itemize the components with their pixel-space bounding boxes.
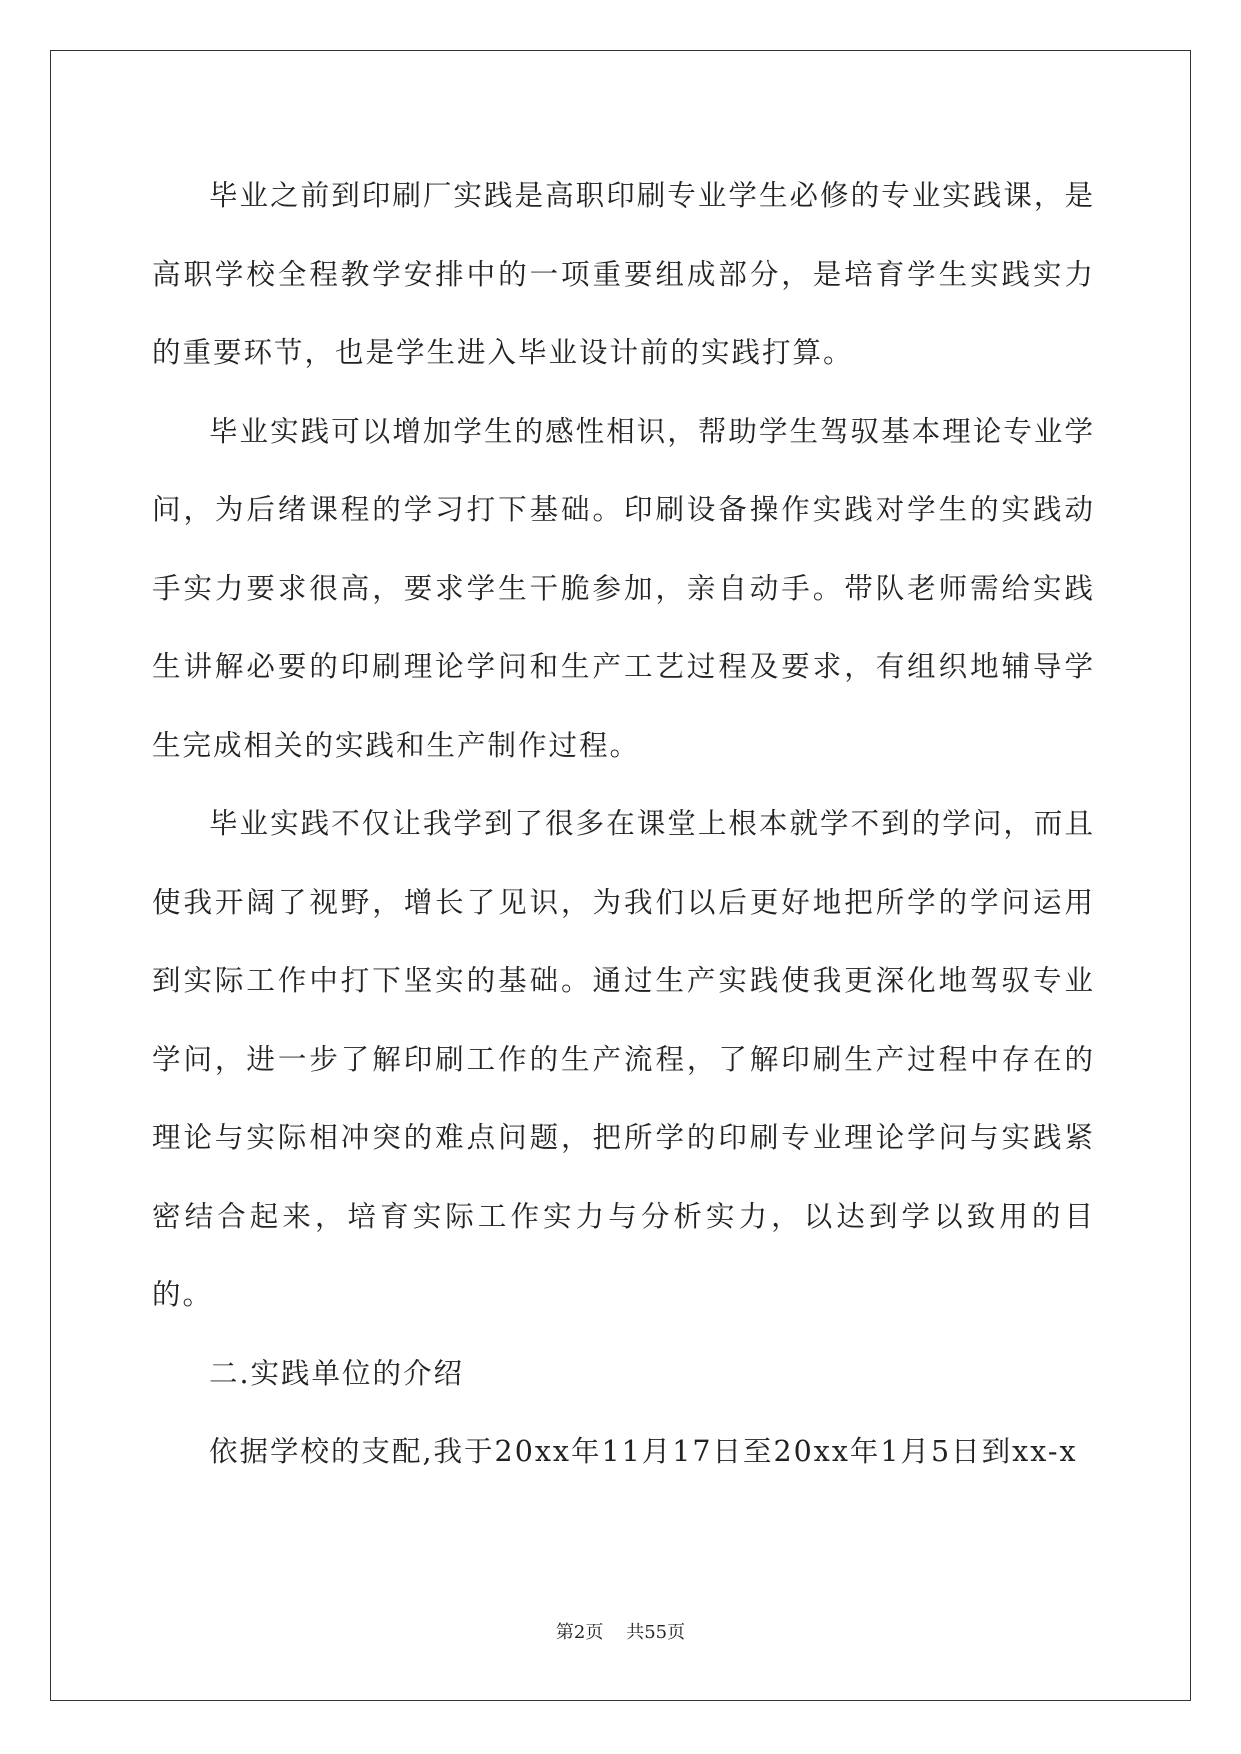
page-footer (0, 1618, 1241, 1644)
paragraph: 毕业之前到印刷厂实践是高职印刷专业学生必修的专业实践课，是高职学校全程教学安排中的一项重要组成部分，是培育学生实践实力的重要环节，也是学生进入毕业设计前的实践打算。 (152, 179, 1095, 369)
paragraph: 依据学校的支配,我于20xx年11月17日至20xx年1月5日到xx-x (209, 1435, 1078, 1468)
paragraph: 毕业实践不仅让我学到了很多在课堂上根本就学不到的学问，而且使我开阔了视野，增长了见识，为我们以后更好地把所学的学问运用到实际工作中打下坚实的基础。通过生产实践使我更深化地驾驭专业学问，进一步了解印刷工作的生产流程，了解印刷生产过程中存在的理论与实际相冲突的难点问题，把所学的印刷专业理论学问与实践紧密结合起来，培育实际工作实力与分析实力，以达到学以致用的目的。 (152, 807, 1095, 1311)
page-total: 共55页 (626, 1622, 686, 1643)
document-body (152, 157, 1095, 1492)
section-heading: 二.实践单位的介绍 (209, 1356, 465, 1390)
page-number: 第2页 (555, 1622, 604, 1643)
paragraph: 毕业实践可以增加学生的感性相识，帮助学生驾驭基本理论专业学问，为后绪课程的学习打下基础。印刷设备操作实践对学生的实践动手实力要求很高，要求学生干脆参加，亲自动手。带队老师需给实践生讲解必要的印刷理论学问和生产工艺过程及要求，有组织地辅导学生完成相关的实践和生产制作过程。 (152, 414, 1095, 762)
